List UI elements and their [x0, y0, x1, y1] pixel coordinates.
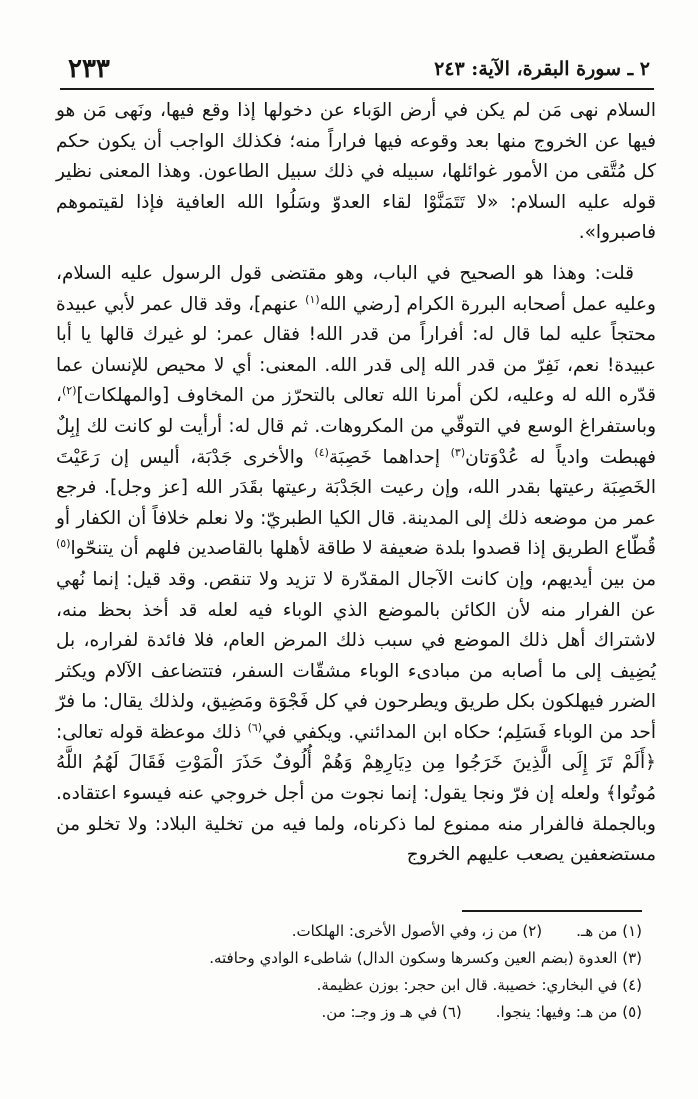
paragraph: [56, 96, 656, 249]
footnote-line: [56, 999, 642, 1026]
paragraph: [56, 259, 656, 871]
footnote-line: [56, 972, 642, 999]
footnote-line: [56, 945, 642, 972]
running-title: ٢ ـ سورة البقرة، الآية: ٢٤٣: [434, 58, 650, 80]
footnote-ref: (١): [305, 292, 320, 306]
page-header: [68, 52, 650, 86]
page-number: ٢٣٣: [68, 54, 110, 84]
header-rule: [60, 88, 654, 90]
text-run: ، وباستفراغ الوسع في التوقّي من المكروهات. ثم قال له: أرأيت لو كانت لك إبِلٌ فهبطت وادياً له عُدْوَتان: [56, 385, 656, 468]
text-run: السلام نهى مَن لم يكن في أرض الوَباء عن دخولها إذا وقع فيها، ونَهى مَن هو فيها عن الخروج منها بعد وقوعه فيها فراراً منه؛ فكذلك الواجب أن يكون حكم كل مُتَّقى من الأمور غوائلها، سبيله في ذلك سبيل الطاعون. وهذا المعنى نظير قوله عليه السلام: «لا تَتَمَنَّوْا لقاء العدوّ وسَلُوا الله العافية فإذا لقيتموهم فاصبروا».: [56, 100, 656, 244]
footnote-rule: [462, 910, 642, 912]
footnote-text: (٢) من ز، وفي الأصول الأخرى: الهلكات.: [291, 922, 543, 940]
text-run: عنهم]، وقد قال عمر لأبي عبيدة محتجاً عليه لما قال له: أفراراً من قدر الله! فقال عمر: لو غيرك قالها يا أبا عبيدة! نعم، نَفِرّ من قدر الله إلى قدر الله. المعنى: أي لا محيص للإنسان عما قدّره الله له وعليه، لكن أمرنا الله تعالى بالتحرّز من المخاوف [والمهلكات]: [56, 293, 656, 407]
text-run: إحداهما خَصِبَة: [328, 446, 451, 468]
footnote-text: (٥) من هـ: وفيها: ينجوا.: [495, 1003, 642, 1021]
footnote-text: (٤) في البخاري: خصيبة. قال ابن حجر: بوزن عظيمة.: [316, 976, 642, 994]
footnote-line: [56, 918, 642, 945]
footnote-text: (٣) العدوة (بضم العين وكسرها وسكون الدال) شاطىء الوادي وحافته.: [209, 949, 642, 967]
footnote-text: (٦) في هـ وز وجـ: من.: [321, 1003, 462, 1021]
footnote-ref: (٦): [247, 720, 263, 734]
footnotes: [56, 918, 642, 1026]
main-text: [56, 96, 656, 871]
footnote-ref: (٣): [450, 445, 466, 459]
text-run: ذلك موعظة قوله تعالى: ﴿أَلَمْ تَرَ إِلَى الَّذِينَ خَرَجُوا مِن دِيَارِهِمْ وَهُمْ أُلُوفٌ حَذَرَ الْمَوْتِ فَقَالَ لَهُمُ اللَّهُ مُوتُوا﴾ ولعله إن فرّ ونجا يقول: إنما نجوت من أجل خروجي عنه فيسوء اعتقاده. وبالجملة فالفرار منه ممنوع لما ذكرناه، ولما فيه من تخلية البلاد: ولا تخلو من مستضعفين يصعب عليهم الخروج: [56, 721, 656, 866]
text-run: من بين أيديهم، وإن كانت الآجال المقدّرة لا تزيد ولا تنقص. وقد قيل: إنما نُهي عن الفرار منه لأن الكائن بالموضع الذي الوباء فيه لعله قد أخذ بحظ منه، لاشتراك أهل ذلك الموضع في سبب ذلك المرض العام، فلا فائدة لفراره، بل يُضِيف إلى ما أصابه من مبادىء الوباء مشقّات السفر، فتتضاعف الآلام ويكثر الضرر فيهلكون بكل طريق ويطرحون في كل فَجْوَة ومَضِيق، ولذلك يقال: ما فرّ أحد من الوباء فَسَلِم؛ حكاه ابن المدائني. ويكفي في: [56, 568, 657, 743]
text-run: والأخرى جَدْبَة، أليس إن رَعَيْتَ الخَصِبَة رعيتها بقدر الله، وإن رعيت الجَدْبَة رعيتها بقَدَر الله [عز وجل]. فرجع عمر من موضعه ذلك إلى المدينة. قال الكيا الطبريّ: ولا نعلم خلافاً أن الكفار أو قُطّاع الطريق إذا قصدوا بلدة ضعيفة لا طاقة لأهلها بالقاصدين فلهم أن يتنحّوا: [56, 446, 656, 560]
footnote-ref: (٥): [56, 537, 71, 551]
footnote-text: (١) من هـ.: [576, 922, 642, 940]
text-run: قلت: وهذا هو الصحيح في الباب، وهو مقتضى قول الرسول عليه السلام، وعليه عمل أصحابه البررة الكرام [رضي الله: [56, 262, 656, 315]
footnote-ref: (٤): [314, 445, 329, 459]
footnote-ref: (٢): [61, 384, 77, 398]
